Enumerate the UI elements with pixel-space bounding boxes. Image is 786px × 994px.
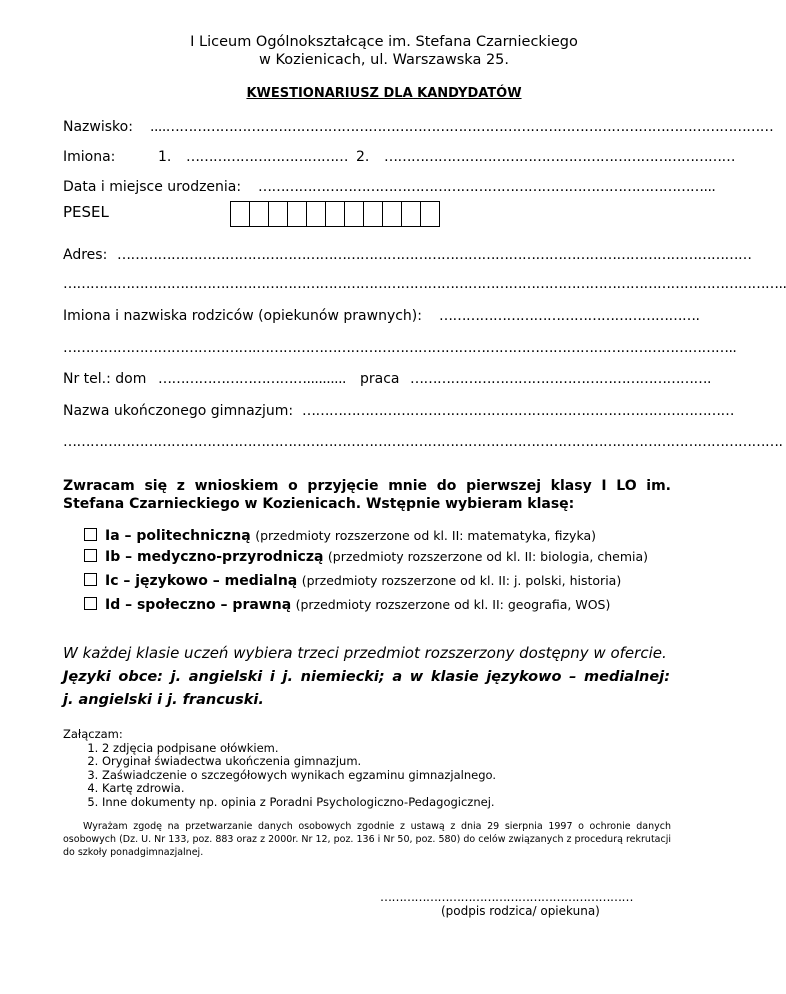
request-paragraph: Zwracam się z wnioskiem o przyjęcie mnie do pierwszej klasy I LO im. Stefana Czarnieckiego w Kozienicach. Wstępnie wybieram klasę: [63, 478, 671, 512]
list-item: 3. Zaświadczenie o szczegółowych wynikach egzaminu gimnazjalnego. [102, 769, 496, 783]
first-name-1-field[interactable]: ……………………………… [186, 149, 348, 165]
birth-label: Data i miejsce urodzenia: [63, 179, 242, 195]
list-item: 5. Inne dokumenty np. opinia z Poradni Psychologiczno-Pedagogicznej. [102, 796, 496, 810]
class-subjects: (przedmioty rozszerzone od kl. II: biologia, chemia) [327, 549, 649, 564]
surname-field[interactable]: ....……………………………………………………………………………………………………………………… [150, 119, 774, 135]
attachments-list [63, 742, 496, 810]
school-field-line2[interactable]: ……………………………………………………………………………………………………………………………………………. [63, 434, 783, 450]
parents-label: Imiona i nazwiska rodziców (opiekunów prawnych): [63, 308, 422, 324]
address-field[interactable]: …………………………………………………………………………………………………………………………… [117, 247, 752, 263]
pesel-input[interactable] [231, 201, 440, 227]
checkbox[interactable] [84, 597, 97, 610]
class-option-ib[interactable] [84, 549, 648, 565]
class-name: Ic – językowo – medialną [105, 573, 298, 589]
class-name: Ia – politechniczną [105, 528, 251, 544]
phone-home-label: Nr tel.: dom [63, 371, 147, 387]
parents-field[interactable]: …………………………………………………. [439, 308, 700, 324]
list-item: 1. 2 zdjęcia podpisane ołówkiem. [102, 742, 496, 756]
class-subjects: (przedmioty rozszerzone od kl. II: matematyka, fizyka) [255, 528, 597, 543]
form-title: KWESTIONARIUSZ DLA KANDYDATÓW [246, 86, 522, 101]
phone-work-field[interactable]: …………………………………………………………. [410, 371, 711, 387]
class-option-id[interactable] [84, 597, 610, 613]
signature-label: (podpis rodzica/ opiekuna) [441, 904, 600, 918]
address-label: Adres: [63, 247, 108, 263]
attachments [63, 728, 496, 809]
class-subjects: (przedmioty rozszerzone od kl. II: geografia, WOS) [295, 597, 611, 612]
school-name: I Liceum Ogólnokształcące im. Stefana Czarnieckiego [190, 34, 578, 50]
attachments-label: Załączam: [63, 727, 123, 741]
school-field[interactable]: …………………………………………………………………………………… [302, 403, 734, 419]
checkbox[interactable] [84, 549, 97, 562]
signature-line[interactable]: ………………………………………………………… [380, 890, 633, 904]
school-address: w Kozienicach, ul. Warszawska 25. [259, 52, 509, 68]
consent-note: Wyrażam zgodę na przetwarzanie danych osobowych zgodnie z ustawą z dnia 29 sierpnia 1997 o ochronie danych osobowych (Dz. U. Nr 133, poz. 883 oraz z 2000r. Nr 12, poz. 136 i Nr 50, poz. 580) do celów związanych z procedurą rekrutacji do szkoły ponadgimnazjalnej. [63, 821, 671, 858]
list-item: 4. Kartę zdrowia. [102, 782, 496, 796]
info-extended-subject: W każdej klasie uczeń wybiera trzeci przedmiot rozszerzony dostępny w ofercie. [63, 644, 667, 662]
class-option-ia[interactable] [84, 528, 596, 544]
checkbox[interactable] [84, 528, 97, 541]
first-name-1-number: 1. [158, 149, 172, 165]
first-name-2-number: 2. [356, 149, 370, 165]
class-subjects: (przedmioty rozszerzone od kl. II: j. polski, historia) [301, 573, 622, 588]
list-item: 2. Oryginał świadectwa ukończenia gimnazjum. [102, 755, 496, 769]
info-languages: Języki obce: j. angielski i j. niemiecki; a w klasie językowo – medialnej: [63, 669, 670, 685]
address-field-line2[interactable]: …………………………………………………………………………………………………………………………………………….. [63, 276, 786, 292]
checkbox[interactable] [84, 573, 97, 586]
birth-field[interactable]: ………………………………………………………………………………………... [258, 179, 716, 195]
phone-work-label: praca [360, 371, 400, 387]
school-label: Nazwa ukończonego gimnazjum: [63, 403, 294, 419]
class-name: Ib – medyczno-przyrodniczą [105, 549, 324, 565]
info-languages-2: j. angielski i j. francuski. [63, 692, 264, 708]
class-option-ic[interactable] [84, 573, 621, 589]
first-names-label: Imiona: [63, 149, 116, 165]
parents-field-line2[interactable]: …………………………………….…………………………………………………………………………………………….. [63, 340, 737, 356]
first-name-2-field[interactable]: …………………………………………………………………… [384, 149, 735, 165]
surname-label: Nazwisko: [63, 119, 133, 135]
class-name: Id – społeczno – prawną [105, 597, 292, 613]
phone-home-field[interactable]: …………………………….......... [158, 371, 347, 387]
pesel-label: PESEL [63, 203, 109, 221]
